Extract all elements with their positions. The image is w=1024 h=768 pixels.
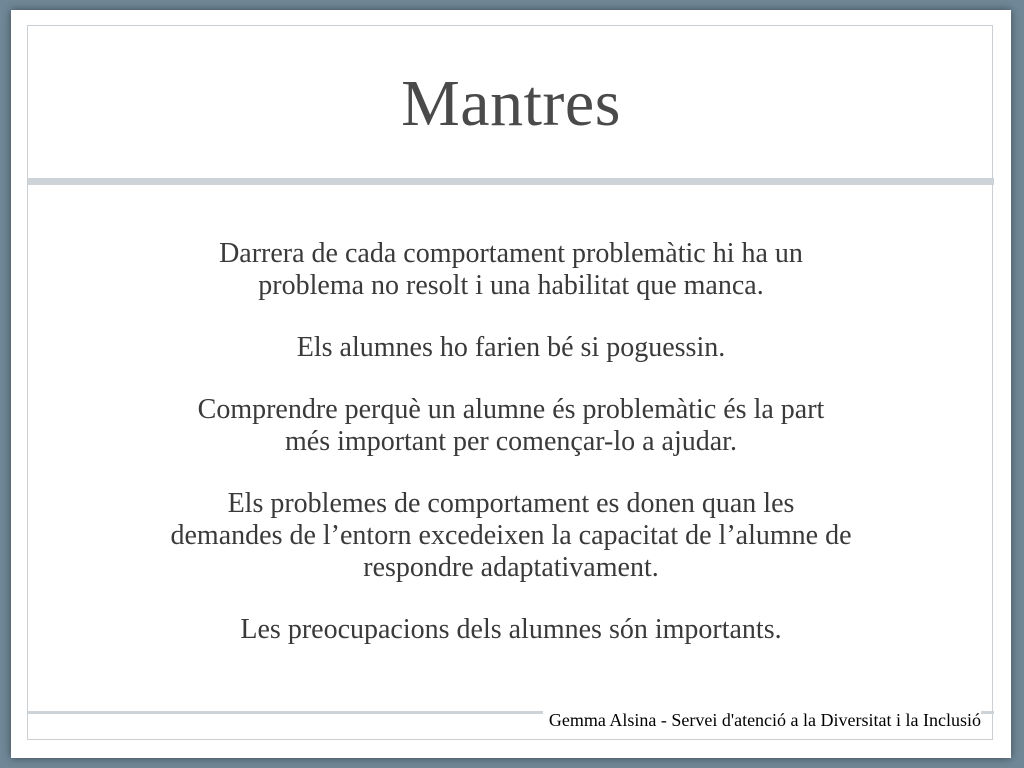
slide-body: [71, 238, 951, 676]
slide-frame: [11, 10, 1011, 758]
body-paragraph-2: Els alumnes ho farien bé si poguessin.: [296, 332, 726, 363]
title-divider: [28, 178, 994, 185]
body-paragraph-5: Les preocupacions dels alumnes són importants.: [240, 614, 782, 645]
body-paragraph-1: Darrera de cada comportament problemàtic hi ha un problema no resolt i una habilitat que manca.: [219, 238, 803, 301]
slide-footer: Gemma Alsina - Servei d'atenció a la Diversitat i la Inclusió: [543, 709, 981, 731]
body-paragraph-4: Els problemes de comportament es donen quan les demandes de l’entorn excedeixen la capacitat de l’alumne de respondre adaptativament.: [170, 488, 852, 583]
slide-title: Mantres: [401, 67, 621, 140]
body-paragraph-3: Comprendre perquè un alumne és problemàtic és la part més important per començar-lo a ajudar.: [197, 394, 825, 457]
